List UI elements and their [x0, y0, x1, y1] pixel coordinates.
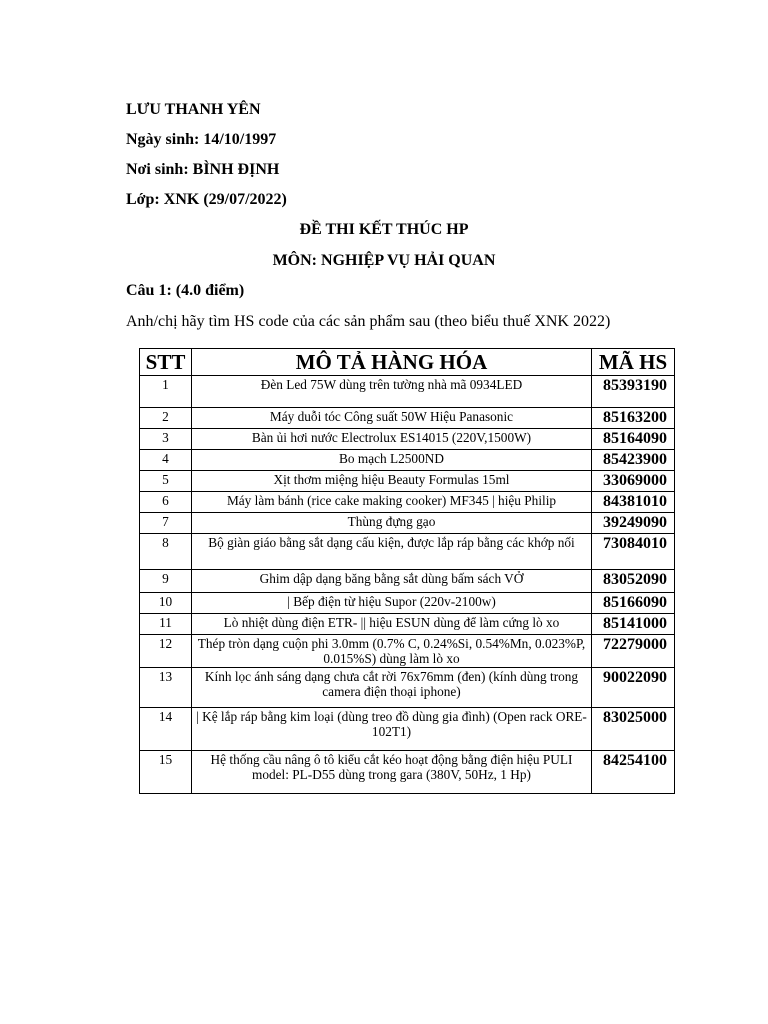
row-stt: 8	[140, 534, 192, 570]
row-stt: 11	[140, 614, 192, 635]
row-hs-code: 84254100	[592, 751, 675, 794]
row-description: Hệ thống cầu nâng ô tô kiểu cắt kéo hoạt động bằng điện hiệu PULI model: PL-D55 dùng trong gara (380V, 50Hz, 1 Hp)	[192, 751, 592, 794]
row-description: Lò nhiệt dùng điện ETR- || hiệu ESUN dùng để làm cứng lò xo	[192, 614, 592, 635]
row-description: Bàn ủi hơi nước Electrolux ES14015 (220V,1500W)	[192, 429, 592, 450]
table-row	[140, 614, 675, 635]
row-stt: 2	[140, 408, 192, 429]
table-row	[140, 513, 675, 534]
table-row	[140, 408, 675, 429]
row-hs-code: 85164090	[592, 429, 675, 450]
row-description: | Bếp điện từ hiệu Supor (220v-2100w)	[192, 593, 592, 614]
row-stt: 7	[140, 513, 192, 534]
table-row	[140, 429, 675, 450]
row-hs-code: 84381010	[592, 492, 675, 513]
row-description: Xịt thơm miệng hiệu Beauty Formulas 15ml	[192, 471, 592, 492]
row-stt: 13	[140, 668, 192, 708]
row-description: Kính lọc ánh sáng dạng chưa cắt rời 76x76mm (đen) (kính dùng trong camera điện thoại iphone)	[192, 668, 592, 708]
row-stt: 10	[140, 593, 192, 614]
row-description: Máy làm bánh (rice cake making cooker) MF345 | hiệu Philip	[192, 492, 592, 513]
row-hs-code: 83052090	[592, 570, 675, 593]
row-stt: 9	[140, 570, 192, 593]
table-row	[140, 376, 675, 408]
row-description: Thùng đựng gạo	[192, 513, 592, 534]
student-dob: Ngày sinh: 14/10/1997	[126, 131, 277, 148]
row-description: Ghim dập dạng băng bằng sắt dùng bấm sách VỞ	[192, 570, 592, 593]
table-row	[140, 534, 675, 570]
row-description: Đèn Led 75W dùng trên tường nhà mã 0934LED	[192, 376, 592, 408]
row-stt: 5	[140, 471, 192, 492]
row-hs-code: 85166090	[592, 593, 675, 614]
table-row	[140, 751, 675, 794]
table-row	[140, 635, 675, 668]
row-description: Máy duỗi tóc Công suất 50W Hiệu Panasonic	[192, 408, 592, 429]
row-hs-code: 85393190	[592, 376, 675, 408]
row-description: Thép tròn dạng cuộn phi 3.0mm (0.7% C, 0.24%Si, 0.54%Mn, 0.023%P, 0.015%S) dùng làm lò xo	[192, 635, 592, 668]
row-hs-code: 72279000	[592, 635, 675, 668]
row-hs-code: 83025000	[592, 708, 675, 751]
question-heading: Câu 1: (4.0 điểm)	[126, 282, 245, 299]
table-row	[140, 668, 675, 708]
table-row	[140, 570, 675, 593]
row-description: | Kệ lắp ráp bằng kim loại (dùng treo đồ dùng gia đình) (Open rack ORE-102T1)	[192, 708, 592, 751]
row-stt: 4	[140, 450, 192, 471]
row-hs-code: 85423900	[592, 450, 675, 471]
row-description: Bo mạch L2500ND	[192, 450, 592, 471]
row-hs-code: 85141000	[592, 614, 675, 635]
hs-code-table	[139, 348, 675, 794]
row-stt: 12	[140, 635, 192, 668]
table-row	[140, 471, 675, 492]
question-instruction: Anh/chị hãy tìm HS code của các sản phẩm sau (theo biểu thuế XNK 2022)	[126, 313, 611, 330]
table-header-row	[140, 349, 675, 376]
row-hs-code: 73084010	[592, 534, 675, 570]
student-class: Lớp: XNK (29/07/2022)	[126, 191, 287, 208]
table-row	[140, 492, 675, 513]
row-stt: 14	[140, 708, 192, 751]
student-name: LƯU THANH YÊN	[126, 101, 261, 118]
exam-title: ĐỀ THI KẾT THÚC HP	[299, 221, 469, 238]
row-hs-code: 90022090	[592, 668, 675, 708]
row-hs-code: 85163200	[592, 408, 675, 429]
row-hs-code: 39249090	[592, 513, 675, 534]
row-stt: 3	[140, 429, 192, 450]
student-birthplace: Nơi sinh: BÌNH ĐỊNH	[126, 161, 280, 178]
row-description: Bộ giàn giáo bằng sắt dạng cấu kiện, được lắp ráp bằng các khớp nối	[192, 534, 592, 570]
row-stt: 15	[140, 751, 192, 794]
table-row	[140, 450, 675, 471]
header-description: MÔ TẢ HÀNG HÓA	[192, 349, 592, 376]
table-row	[140, 593, 675, 614]
row-stt: 1	[140, 376, 192, 408]
row-hs-code: 33069000	[592, 471, 675, 492]
header-stt: STT	[140, 349, 192, 376]
exam-subject: MÔN: NGHIỆP VỤ HẢI QUAN	[272, 252, 496, 269]
row-stt: 6	[140, 492, 192, 513]
table-row	[140, 708, 675, 751]
header-hs-code: MÃ HS	[592, 349, 675, 376]
